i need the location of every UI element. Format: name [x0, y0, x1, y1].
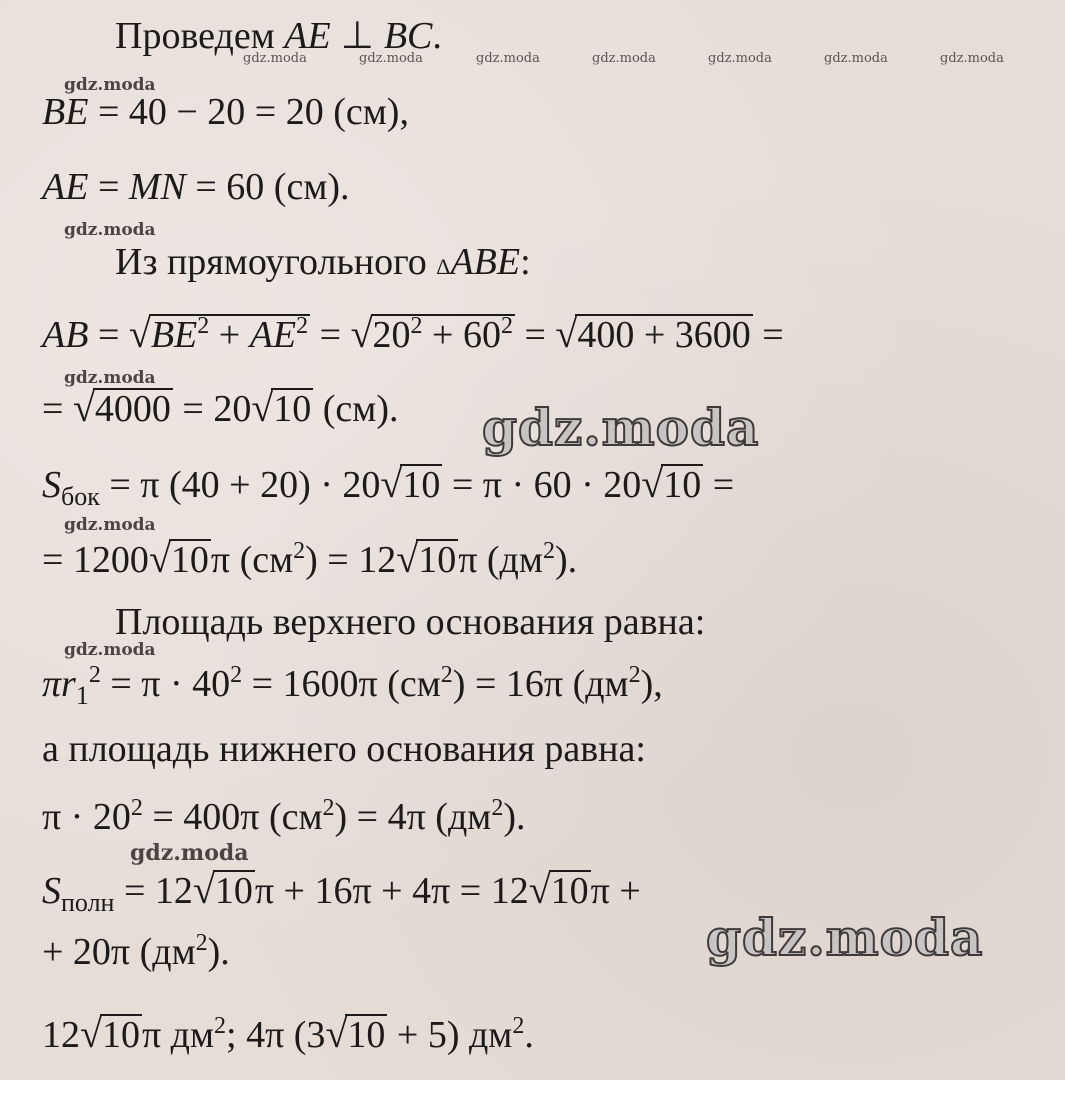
line-ab [42, 312, 784, 357]
radical: √4000 [72, 385, 171, 430]
var: BE [150, 314, 198, 356]
expr: π (см [210, 539, 294, 581]
exponent: 2 [500, 313, 513, 339]
radical: √10 [396, 536, 457, 581]
line-triangle [115, 240, 531, 289]
line-upper-base [42, 662, 663, 710]
expr: = 400π (см [142, 796, 323, 838]
watermark-left: gdz.moda [64, 75, 156, 95]
var: ABE [450, 241, 521, 283]
var: BC [383, 15, 433, 57]
expr: = [703, 464, 735, 506]
var: BE [42, 91, 89, 133]
text: : [520, 241, 531, 283]
expr: ). [207, 931, 230, 973]
exponent: 2 [88, 662, 101, 688]
expr: ). [503, 796, 526, 838]
expr: ), [640, 663, 663, 705]
exponent: 2 [214, 1013, 227, 1039]
watermark-left: gdz.moda [130, 840, 249, 866]
var: AE [42, 166, 89, 208]
expr: ). [554, 539, 578, 581]
watermark-small: gdz.moda [824, 51, 888, 66]
expr: = π (40 + 20) · 20 [99, 464, 381, 506]
num: 10 [663, 464, 702, 506]
line-ab-result [42, 386, 399, 431]
expr: = π · 40 [100, 663, 231, 705]
watermark-small: gdz.moda [592, 51, 656, 66]
exponent: 2 [410, 313, 423, 339]
expr: = 1200 [42, 539, 149, 581]
var: AE [249, 314, 297, 356]
radical: $√BE^2 + AE^2$ [128, 311, 309, 356]
line-lower-base [42, 795, 526, 839]
text: . [432, 15, 442, 57]
radical: √10 [192, 867, 253, 912]
var: S [42, 870, 61, 912]
subscript: полн [61, 888, 115, 917]
watermark-left: gdz.moda [64, 515, 156, 535]
exponent: 2 [491, 795, 504, 821]
num: 20 [372, 314, 411, 356]
expr: = 40 − 20 = 20 (см), [88, 91, 409, 133]
var: πr [42, 663, 76, 705]
expr: = [752, 314, 784, 356]
num: 10 [214, 870, 253, 912]
expr: ) = 4π (дм [334, 796, 492, 838]
exponent: 2 [130, 795, 143, 821]
num: 10 [273, 388, 312, 430]
line-draw-perpendicular [115, 14, 442, 58]
page-bottom-margin [0, 1080, 1065, 1110]
exponent: 2 [293, 538, 306, 564]
watermark-small: gdz.moda [476, 51, 540, 66]
radical: √10 [641, 461, 702, 506]
expr: = [88, 166, 129, 208]
exponent: 2 [628, 662, 641, 688]
radical: √10 [528, 867, 589, 912]
exponent: 2 [440, 662, 453, 688]
num: 60 [462, 314, 501, 356]
expr: + [422, 314, 463, 356]
expr: π · 20 [42, 796, 131, 838]
num: 400 + 3600 [577, 314, 751, 356]
num: 10 [402, 464, 441, 506]
exponent: 2 [542, 538, 555, 564]
perp-symbol: ⊥ [340, 15, 374, 57]
expr: ) = 12 [305, 539, 397, 581]
expr: = [88, 314, 129, 356]
radical: √400 + 3600 [555, 311, 751, 356]
radical: √10 [325, 1011, 386, 1056]
watermark-small: gdz.moda [359, 51, 423, 66]
expr: = π · 60 · 20 [442, 464, 642, 506]
text: Площадь верхнего основания равна: [115, 601, 706, 643]
exponent: 2 [195, 930, 208, 956]
radical: √10 [251, 385, 312, 430]
expr: π дм [141, 1014, 215, 1056]
expr: + 20π (дм [42, 931, 196, 973]
watermark-left: gdz.moda [64, 220, 156, 240]
watermark-left: gdz.moda [64, 640, 156, 660]
var: MN [128, 166, 186, 208]
expr: 12 [42, 1014, 80, 1056]
watermark-left: gdz.moda [64, 368, 156, 388]
expr: + [209, 314, 250, 356]
exponent: 2 [296, 313, 309, 339]
expr: = [514, 314, 556, 356]
expr: π + [590, 870, 641, 912]
radical: √10 [380, 461, 441, 506]
expr: = [42, 388, 73, 430]
text: Проведем [115, 15, 285, 57]
num: 10 [347, 1014, 386, 1056]
line-answer [42, 1012, 534, 1057]
expr: ; 4π (3 [226, 1014, 326, 1056]
var: S [42, 464, 61, 506]
expr: ) = 16π (дм [452, 663, 629, 705]
expr: = 12 [114, 870, 193, 912]
watermark-small: gdz.moda [243, 51, 307, 66]
watermark-large: gdz.moda [482, 398, 760, 457]
expr: = 1600π (см [242, 663, 441, 705]
exponent: 2 [512, 1013, 525, 1039]
triangle-symbol: Δ [436, 254, 451, 279]
expr: π (дм [458, 539, 543, 581]
radical: $√20^2 + 60^2$ [350, 311, 513, 356]
expr: π + 16π + 4π = 12 [254, 870, 529, 912]
subscript: 1 [75, 681, 89, 710]
subscript: бок [61, 482, 100, 511]
expr: = 60 (см). [185, 166, 350, 208]
radical: √10 [80, 1011, 140, 1056]
line-s-lateral [42, 461, 735, 511]
expr: . [524, 1014, 534, 1056]
exponent: 2 [322, 795, 335, 821]
num: 10 [101, 1014, 140, 1056]
var: AE [284, 15, 331, 57]
num: 10 [170, 539, 209, 581]
expr: + 5) дм [387, 1014, 513, 1056]
exponent: 2 [197, 313, 210, 339]
line-s-total-cont [42, 930, 230, 974]
line-lower-base-label [42, 727, 646, 771]
num: 4000 [94, 388, 171, 430]
num: 10 [418, 539, 457, 581]
text: а площадь нижнего основания равна: [42, 728, 646, 770]
expr: = [310, 314, 351, 356]
line-be [42, 90, 409, 134]
line-s-total [42, 867, 641, 917]
radical: √10 [148, 536, 209, 581]
watermark-small: gdz.moda [940, 51, 1004, 66]
line-upper-base-label [115, 600, 705, 644]
expr: = 20 [172, 388, 252, 430]
watermark-large: gdz.moda [706, 908, 984, 967]
watermark-small: gdz.moda [708, 51, 772, 66]
expr: (см). [313, 388, 399, 430]
text: Из прямоугольного [115, 241, 437, 283]
line-s-lateral-result [42, 537, 577, 582]
line-ae [42, 165, 350, 209]
var: AB [42, 314, 89, 356]
num: 10 [550, 870, 589, 912]
exponent: 2 [230, 662, 243, 688]
